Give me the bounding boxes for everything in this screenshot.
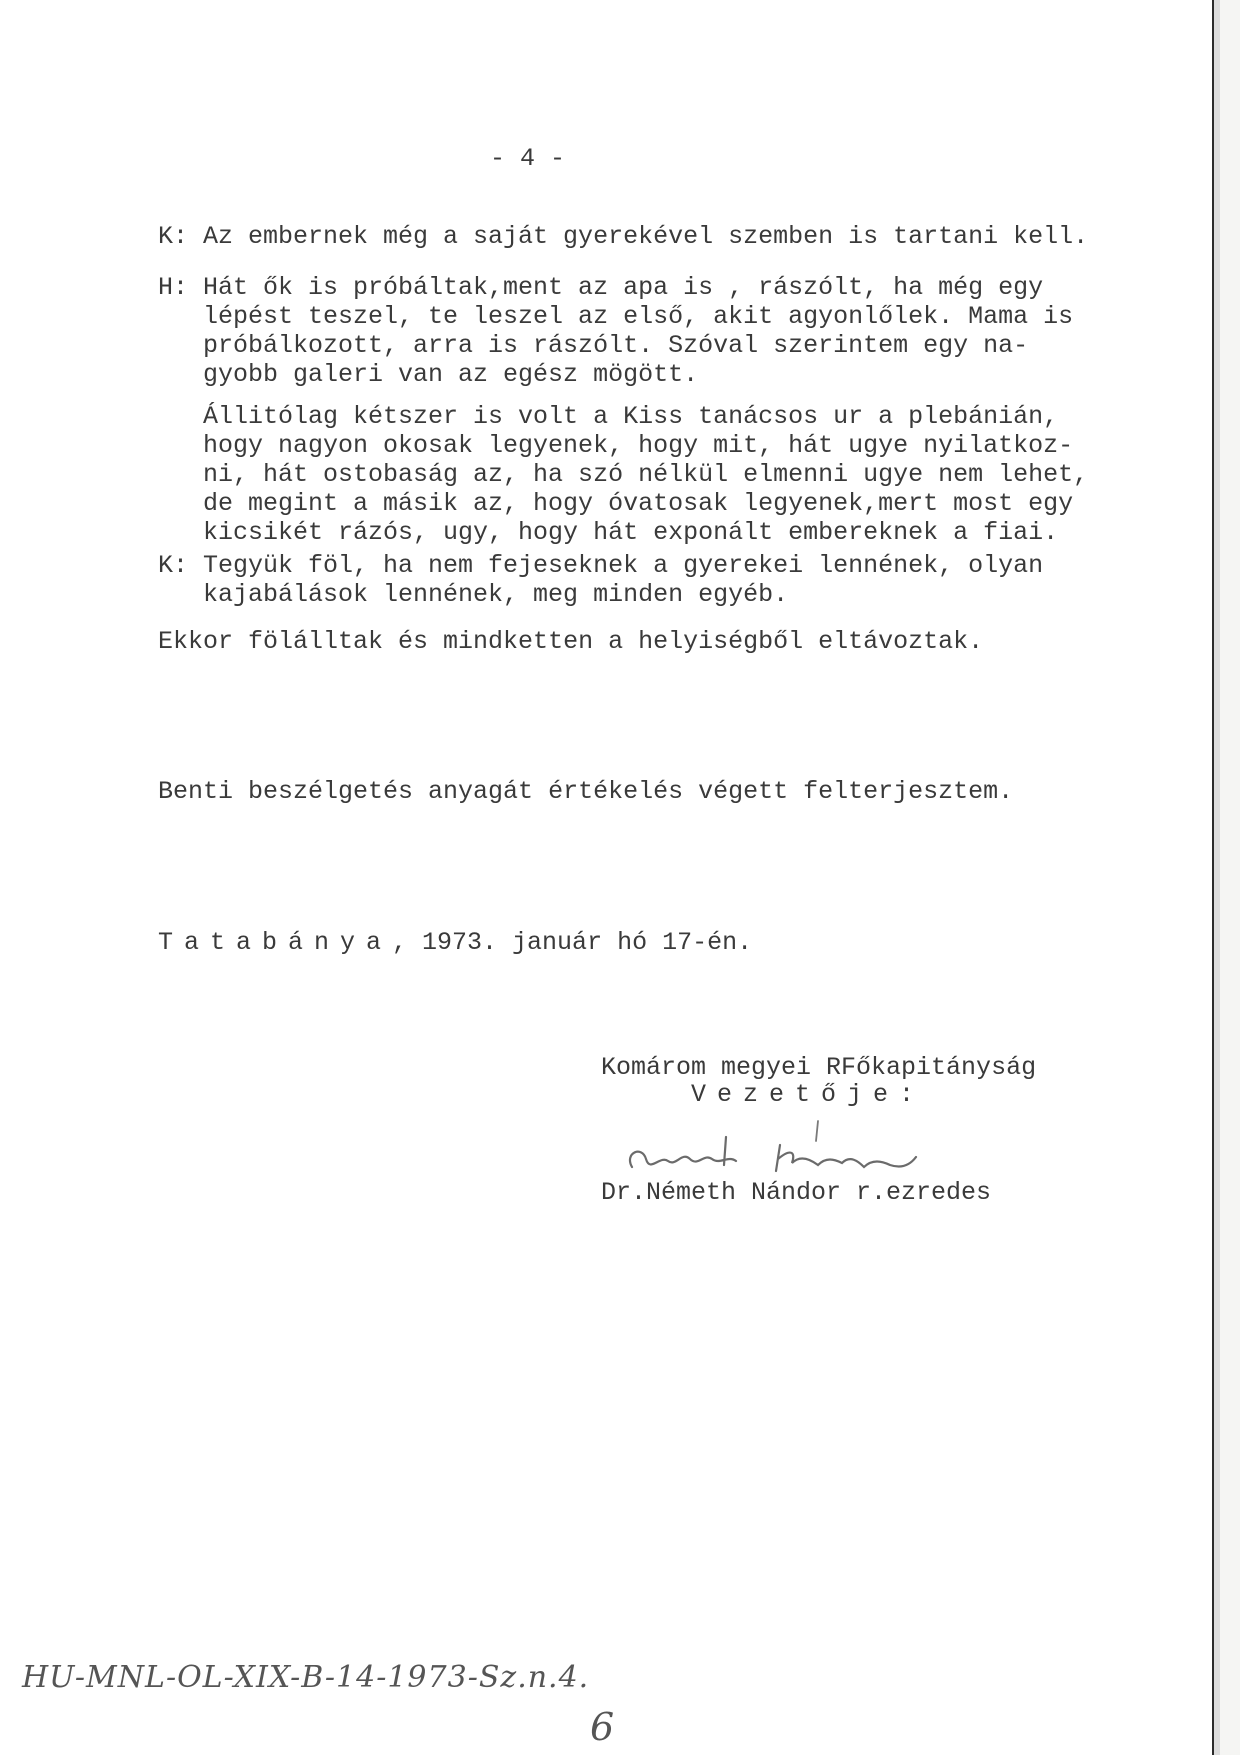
submission-line: Benti beszélgetés anyagát értékelés végett felterjesztem. (158, 777, 1014, 806)
closing-line: Ekkor fölálltak és mindketten a helyiségből eltávoztak. (158, 627, 984, 656)
signatory-name: Dr.Németh Nándor r.ezredes (601, 1178, 992, 1207)
dialogue-line: próbálkozott, arra is rászólt. Szóval szerintem egy na- (203, 331, 1029, 360)
signature-role: Vezetője: (691, 1080, 926, 1109)
dialogue-line: lépést teszel, te leszel az első, akit agyonlőlek. Mama is (203, 302, 1074, 331)
dialogue-line: kajabálások lennének, meg minden egyéb. (203, 580, 789, 609)
speaker-label: H: (158, 273, 189, 302)
sheet-number: 6 (590, 1705, 615, 1749)
dialogue-line: hogy nagyon okosak legyenek, hogy mit, hát ugye nyilatkoz- (203, 431, 1074, 460)
dialogue-line: gyobb galeri van az egész mögött. (203, 360, 699, 389)
date-text: , 1973. január hó 17-én. (392, 928, 753, 957)
dialogue-line: Hát ők is próbáltak,ment az apa is , rászólt, ha még egy (203, 273, 1044, 302)
dialogue-line: Tegyük föl, ha nem fejeseknek a gyerekei lennének, olyan (203, 551, 1044, 580)
dialogue-line: Az embernek még a saját gyerekével szemben is tartani kell. (203, 222, 1089, 251)
page-number: - 4 - (490, 144, 566, 173)
dialogue-line: Állitólag kétszer is volt a Kiss tanácsos ur a plebánián, (203, 402, 1059, 431)
speaker-label: K: (158, 551, 189, 580)
dialogue-line: de megint a másik az, hogy óvatosak legyenek,mert most egy (203, 489, 1074, 518)
place-date (158, 928, 752, 957)
dialogue-line: ni, hát ostobaság az, ha szó nélkül elmenni ugye nem lehet, (203, 460, 1089, 489)
archive-reference: HU-MNL-OL-XIX-B-14-1973-Sz.n.4. (22, 1660, 590, 1695)
speaker-label: K: (158, 222, 189, 251)
place-name: Tatabánya (158, 928, 393, 957)
signature-org: Komárom megyei RFőkapitányság (601, 1053, 1037, 1082)
dialogue-line: kicsikét rázós, ugy, hogy hát exponált embereknek a fiai. (203, 518, 1059, 547)
